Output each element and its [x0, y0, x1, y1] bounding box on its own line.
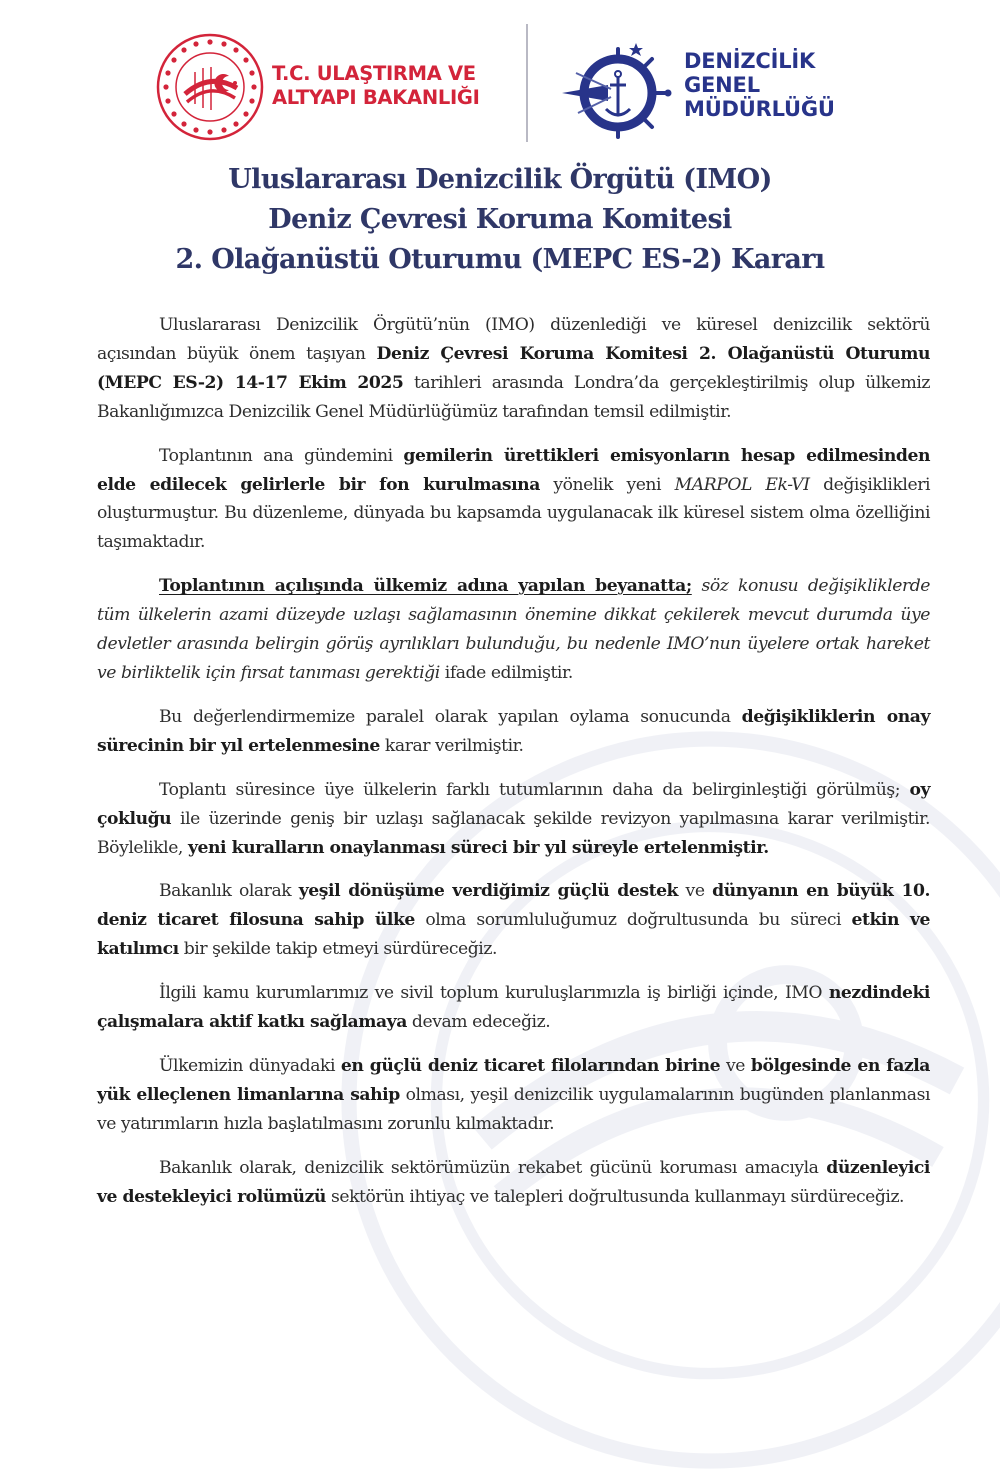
text-run: Bakanlık olarak, denizcilik sektörümüzün rekabet gücünü koruması amacıyla — [159, 1157, 827, 1178]
bold-run: dünyanın en büyük 10. deniz ticaret filosuna sahip ülke — [97, 881, 930, 931]
bold-run: yeni kuralların onaylanması süreci bir yıl süreyle ertelenmiştir. — [187, 837, 769, 858]
text-run: Bu değerlendirmemize paralel olarak yapılan oylama sonucunda — [159, 706, 742, 727]
document-title — [100, 160, 900, 280]
text-run: Toplantı süresince üye ülkelerin farklı tutumlarının daha da belirginleştiği görülmüş; — [159, 779, 910, 800]
bold-run: oy çokluğu — [97, 779, 930, 829]
bold-run: etkin ve katılımcı — [97, 910, 930, 960]
underlined-bold-run: Toplantının açılışında ülkemiz adına yapılan beyanatta; — [159, 576, 692, 597]
letterhead — [0, 22, 1000, 147]
italic-run: söz konusu değişikliklerde tüm ülkelerin azami düzeyde uzlaşı sağlamasının önemine dikkat çekilerek mevcut durumda üye devletler arasında belirgin görüş ayrılıkları bulunduğu, bu nedenle IMO’nun üyelere ortak hareket ve birliktelik için fırsat tanıması gerektiği — [97, 576, 930, 683]
text-run: Ülkemizin dünyadaki — [159, 1055, 341, 1076]
document-body — [97, 311, 930, 1226]
bold-run: Deniz Çevresi Koruma Komitesi 2. Olağanüstü Oturumu (MEPC ES-2) 14-17 Ekim 2025 — [97, 343, 931, 393]
title-line2: Deniz Çevresi Koruma Komitesi — [268, 204, 732, 235]
bold-run: değişikliklerin onay sürecinin bir yıl ertelenmesine — [97, 706, 930, 756]
text-run: İlgili kamu kurumlarımız ve sivil toplum kuruluşlarımızla iş birliği içinde, IMO — [159, 983, 829, 1004]
directorate-logo — [556, 27, 856, 142]
bold-run: nezdindeki çalışmalara aktif katkı sağlamaya — [97, 983, 930, 1033]
text-run: Toplantının ana gündemini — [159, 445, 404, 466]
text-run: ve — [678, 881, 713, 902]
text-run: Bakanlık olarak — [159, 881, 299, 902]
ministry-name-line2: ALTYAPI BAKANLIĞI — [272, 86, 480, 109]
paragraph-regulatory-role — [97, 1154, 930, 1212]
directorate-name-line1: DENİZCİLİK — [684, 49, 816, 73]
text-run: tarihleri arasında Londra’da gerçekleştirilmiş olup ülkemiz Bakanlığımızca Denizcilik Genel Müdürlüğümüz tarafından temsil edilmiştir. — [97, 372, 930, 422]
text-run: olması, yeşil denizcilik uygulamalarının bugünden planlanması ve yatırımların hızla başlatılmasını zorunlu kılmaktadır. — [97, 1084, 930, 1134]
directorate-name-line3: MÜDÜRLÜĞÜ — [684, 97, 835, 121]
text-run: Uluslararası Denizcilik Örgütü’nün (IMO) düzenlediği ve küresel denizcilik sektörü açısından büyük önem taşıyan — [97, 315, 930, 364]
text-run: değişiklikleri oluşturmuştur. Bu düzenleme, dünyada bu kapsamda uygulanacak ilk küresel sistem olma özelliğini taşımaktadır. — [97, 474, 931, 553]
text-run: ile üzerinde geniş bir uzlaşı sağlanacak şekilde revizyon yapılmasına karar verilmiştir. Böylelikle, — [97, 808, 930, 858]
ministry-seal-icon — [155, 32, 265, 142]
paragraph-cooperation — [97, 979, 930, 1037]
paragraph-postponement — [97, 776, 930, 863]
ministry-logo — [155, 30, 500, 140]
title-line3: 2. Olağanüstü Oturumu (MEPC ES-2) Kararı — [175, 244, 825, 275]
text-run: bir şekilde takip etmeyi sürdüreceğiz. — [178, 939, 497, 960]
paragraph-statement — [97, 572, 930, 688]
directorate-name-line2: GENEL — [684, 73, 760, 97]
directorate-name — [684, 49, 835, 121]
italic-run: MARPOL Ek-VI — [674, 474, 810, 495]
bold-run: düzenleyici ve destekleyici rolümüzü — [97, 1157, 930, 1207]
paragraph-agenda — [97, 442, 930, 558]
bold-run: bölgesinde en fazla yük elleçlenen limanlarına sahip — [97, 1055, 930, 1105]
text-run: karar verilmiştir. — [379, 735, 524, 756]
bold-run: en güçlü deniz ticaret filolarından birine — [340, 1055, 721, 1076]
title-line1: Uluslararası Denizcilik Örgütü (IMO) — [228, 164, 772, 195]
text-run: ve — [720, 1055, 751, 1076]
paragraph-vote — [97, 703, 930, 761]
bold-run: yeşil dönüşüme verdiğimiz güçlü destek — [298, 881, 679, 902]
text-run: ifade edilmiştir. — [439, 662, 573, 683]
text-run: olma sorumluluğumuz doğrultusunda bu süreci — [414, 910, 852, 931]
ministry-name — [272, 62, 480, 110]
text-run: sektörün ihtiyaç ve talepleri doğrultusunda kullanmayı sürdüreceğiz. — [325, 1186, 905, 1207]
paragraph-green-transition — [97, 877, 930, 964]
text-run: yönelik yeni — [539, 474, 675, 495]
ship-wheel-anchor-icon — [556, 29, 676, 141]
text-run: devam edeceğiz. — [406, 1012, 551, 1033]
logo-divider — [526, 24, 528, 142]
bold-run: gemilerin ürettikleri emisyonların hesap edilmesinden elde edilecek gelirlerle bir fon kurulmasına — [97, 445, 931, 495]
ministry-name-line1: T.C. ULAŞTIRMA VE — [272, 62, 476, 85]
paragraph-fleet-ports — [97, 1052, 930, 1139]
paragraph-meeting-info — [97, 311, 930, 427]
